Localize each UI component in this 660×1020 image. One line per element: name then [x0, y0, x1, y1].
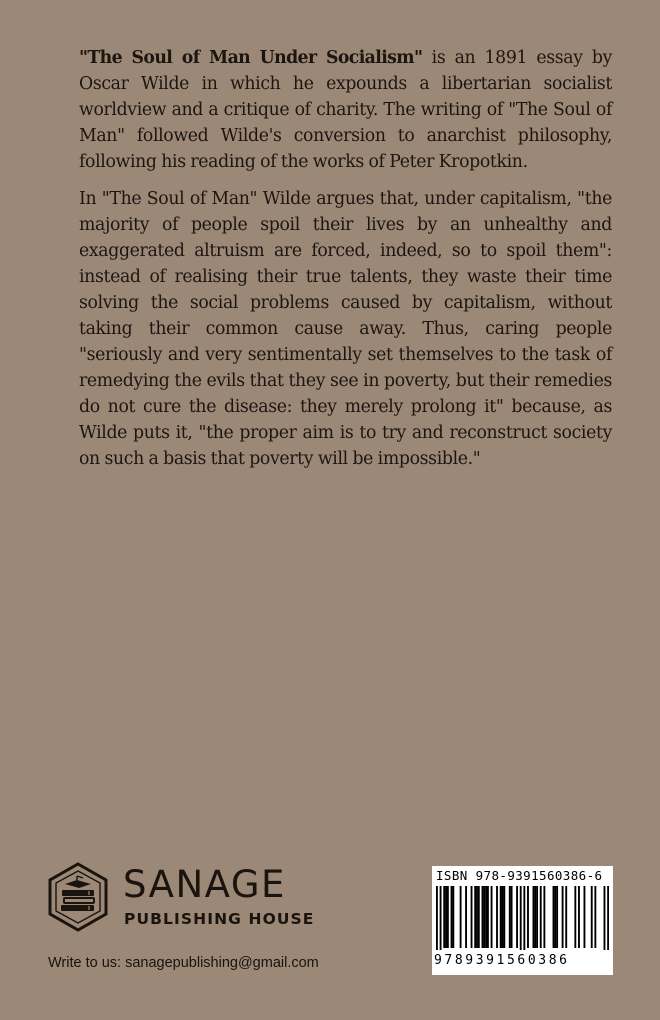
books-stack-icon [47, 862, 109, 932]
barcode-bar [556, 886, 558, 948]
barcode-bar [474, 886, 476, 948]
barcode-bar [574, 886, 576, 948]
blurb-paragraph-1-text: is an 1891 essay by Oscar Wilde in which he expounds a libertarian socialist worldview and a critique of charity. The writing of "The Soul of Man" followed Wilde's conversion to anarchist philosophy, following his reading of the works of Peter Kropotkin. [79, 48, 612, 172]
barcode-bar [452, 886, 454, 948]
barcode-bar [607, 886, 609, 950]
barcode-bar [591, 886, 593, 948]
barcode-bar [487, 886, 489, 948]
barcode-bar [533, 886, 535, 948]
barcode-bar [502, 886, 504, 948]
barcode-bar [594, 886, 596, 948]
barcode-bar [440, 886, 442, 950]
barcode-bar [534, 886, 536, 948]
barcode-bar [447, 886, 449, 948]
barcode-bar [476, 886, 478, 948]
barcode-bar [478, 886, 480, 948]
barcode-bar [584, 886, 586, 948]
barcode-bar [509, 886, 511, 948]
barcode-bar [604, 886, 606, 950]
blurb-paragraph-1 [79, 45, 612, 175]
barcode-bar [465, 886, 467, 948]
barcode-bar [540, 886, 542, 948]
publisher-logo [47, 862, 347, 942]
barcode-bar [543, 886, 545, 948]
barcode-bar [471, 886, 473, 948]
barcode-bar [482, 886, 484, 948]
barcode-bar [503, 886, 505, 948]
barcode-bar [523, 886, 525, 950]
barcode-bar [562, 886, 564, 948]
publisher-name: SANAGE [123, 863, 286, 906]
barcode-bar [443, 886, 445, 948]
barcode-bar [460, 886, 462, 948]
barcode-bar [451, 886, 453, 948]
barcode-bar [485, 886, 487, 948]
barcode-bar [565, 886, 567, 948]
barcode-bar [520, 886, 522, 950]
barcode-bars [436, 886, 609, 950]
barcode-bar [500, 886, 502, 948]
barcode-bar [483, 886, 485, 948]
barcode-bar [436, 886, 438, 950]
blurb-paragraph-2: In "The Soul of Man" Wilde argues that, under capitalism, "the majority of people spoil their lives by an unhealthy and exaggerated altruism are forced, indeed, so to spoil them": instead of realising their true talents, they waste their time solving the social problems caused by capitalism, without taking their common cause away. Thus, caring people "seriously and very sentimentally set themselves to the task of remedying the evils that they see in poverty, but their remedies do not cure the disease: they merely prolong it" because, as Wilde puts it, "the proper aim is to try and reconstruct society on such a basis that poverty will be impossible." [79, 189, 612, 469]
barcode-bar [511, 886, 513, 948]
back-cover-blurb [79, 45, 612, 483]
barcode-bar [491, 886, 493, 948]
publisher-subtitle: PUBLISHING HOUSE [124, 910, 315, 928]
barcode-digits: 9789391560386 [434, 953, 570, 968]
barcode-bar [553, 886, 555, 948]
barcode-bar [496, 886, 498, 948]
barcode-bar [527, 886, 529, 948]
barcode-bar [554, 886, 556, 948]
barcode-bar [516, 886, 518, 948]
isbn-label: ISBN 978-9391560386-6 [436, 868, 603, 883]
barcode-bar [445, 886, 447, 948]
barcode-bar [578, 886, 580, 948]
isbn-barcode [432, 866, 613, 975]
contact-email-line: Write to us: sanagepublishing@gmail.com [48, 955, 319, 971]
book-title-reference: "The Soul of Man Under Socialism" [79, 48, 423, 68]
barcode-bar [536, 886, 538, 948]
